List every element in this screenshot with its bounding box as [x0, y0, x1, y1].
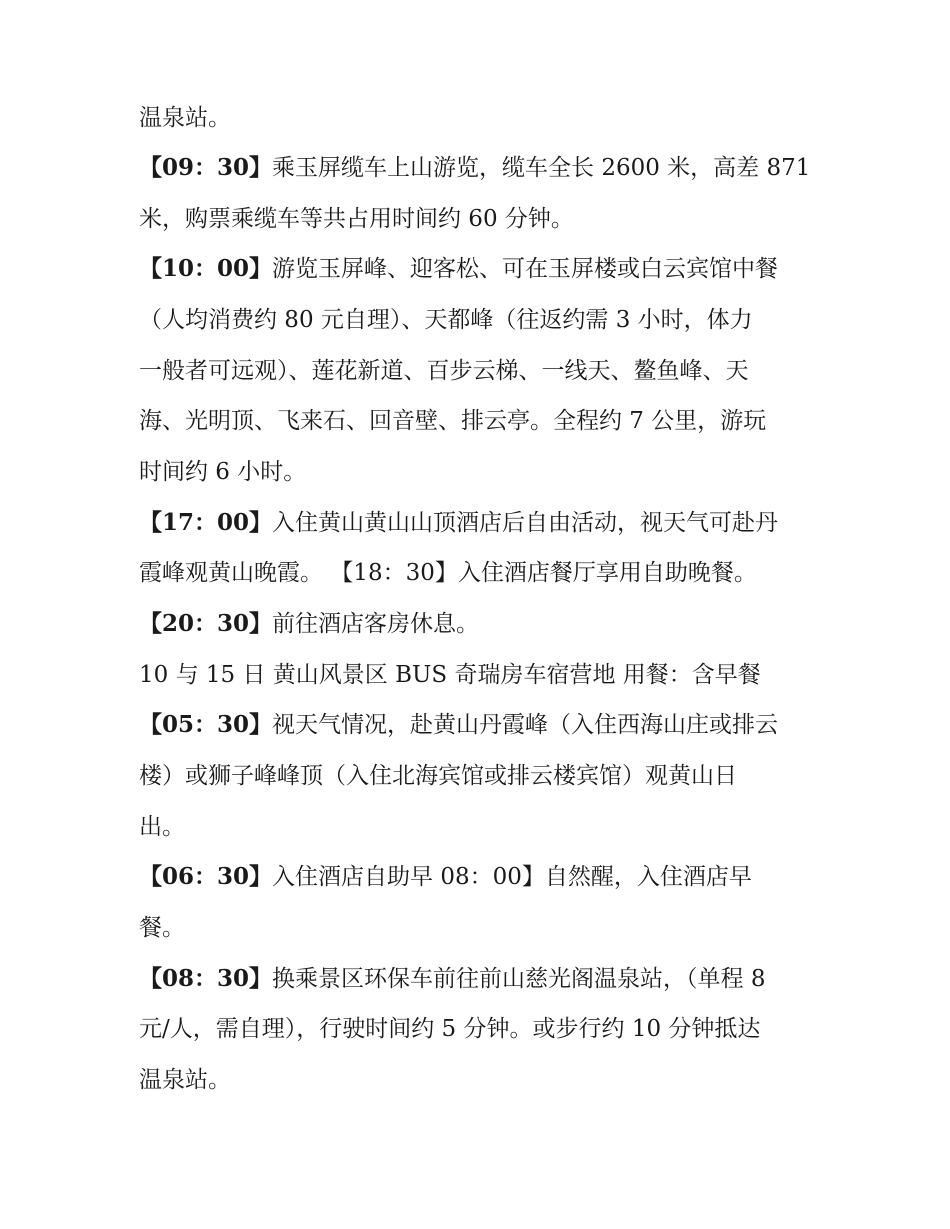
line-text: 游览玉屏峰、迎客松、可在玉屏楼或白云宾馆中餐 — [272, 256, 779, 282]
text-line — [139, 964, 765, 994]
text-line — [139, 1065, 231, 1095]
line-text: 一般者可远观）、莲花新道、百步云梯、一线天、鳌鱼峰、天 — [139, 358, 749, 384]
line-text: 霞峰观黄山晚霞。 【18：30】入住酒店餐厅享用自助晚餐。 — [139, 560, 757, 586]
text-line — [139, 457, 306, 487]
time-tag: 【09：30】 — [139, 154, 273, 181]
line-text: 米，购票乘缆车等共占用时间约 60 分钟。 — [139, 206, 574, 232]
text-line — [139, 558, 757, 588]
text-line — [139, 305, 753, 335]
time-tag: 【05：30】 — [139, 711, 273, 738]
line-text: 换乘景区环保车前往前山慈光阁温泉站，（单程 8 — [272, 966, 766, 992]
line-text: 入住黄山黄山山顶酒店后自由活动，视天气可赴丹 — [272, 510, 779, 536]
text-line — [139, 710, 778, 740]
time-tag: 【06：30】 — [139, 863, 273, 890]
text-line — [139, 660, 761, 690]
line-text: 视天气情况，赴黄山丹霞峰（入住西海山庄或排云 — [272, 712, 779, 738]
line-text: 乘玉屏缆车上山游览，缆车全长 2600 米，高差 871 — [272, 155, 811, 181]
text-line — [139, 761, 737, 791]
line-text: 入住酒店自助早 08：00】自然醒，入住酒店早 — [272, 864, 752, 890]
line-text: 出。 — [139, 814, 185, 840]
text-line — [139, 862, 752, 892]
line-text: 元/人，需自理），行驶时间约 5 分钟。或步行约 10 分钟抵达 — [139, 1016, 761, 1042]
line-text: 时间约 6 小时。 — [139, 459, 307, 485]
text-line — [139, 913, 185, 943]
line-text: 10 与 15 日 黄山风景区 BUS 奇瑞房车宿营地 用餐：含早餐 — [139, 662, 761, 688]
time-tag: 【20：30】 — [139, 610, 273, 637]
time-tag: 【08：30】 — [139, 965, 273, 992]
text-line — [139, 103, 231, 133]
text-line — [139, 812, 185, 842]
line-text: 前往酒店客房休息。 — [272, 611, 480, 637]
time-tag: 【10：00】 — [139, 255, 273, 282]
line-text: （人均消费约 80 元自理）、天都峰（往返约需 3 小时，体力 — [139, 307, 753, 333]
line-text: 楼）或狮子峰峰顶（入住北海宾馆或排云楼宾馆）观黄山日 — [139, 763, 737, 789]
time-tag: 【17：00】 — [139, 509, 273, 536]
line-text: 温泉站。 — [139, 1067, 231, 1093]
text-line — [139, 356, 749, 386]
text-line — [139, 153, 810, 183]
line-text: 温泉站。 — [139, 105, 231, 131]
text-line — [139, 1014, 760, 1044]
line-text: 海、光明顶、飞来石、回音壁、排云亭。全程约 7 公里，游玩 — [139, 408, 767, 434]
text-line — [139, 508, 778, 538]
line-text: 餐。 — [139, 915, 185, 941]
text-line — [139, 254, 778, 284]
text-line — [139, 609, 479, 639]
text-line — [139, 204, 574, 234]
text-line — [139, 406, 766, 436]
